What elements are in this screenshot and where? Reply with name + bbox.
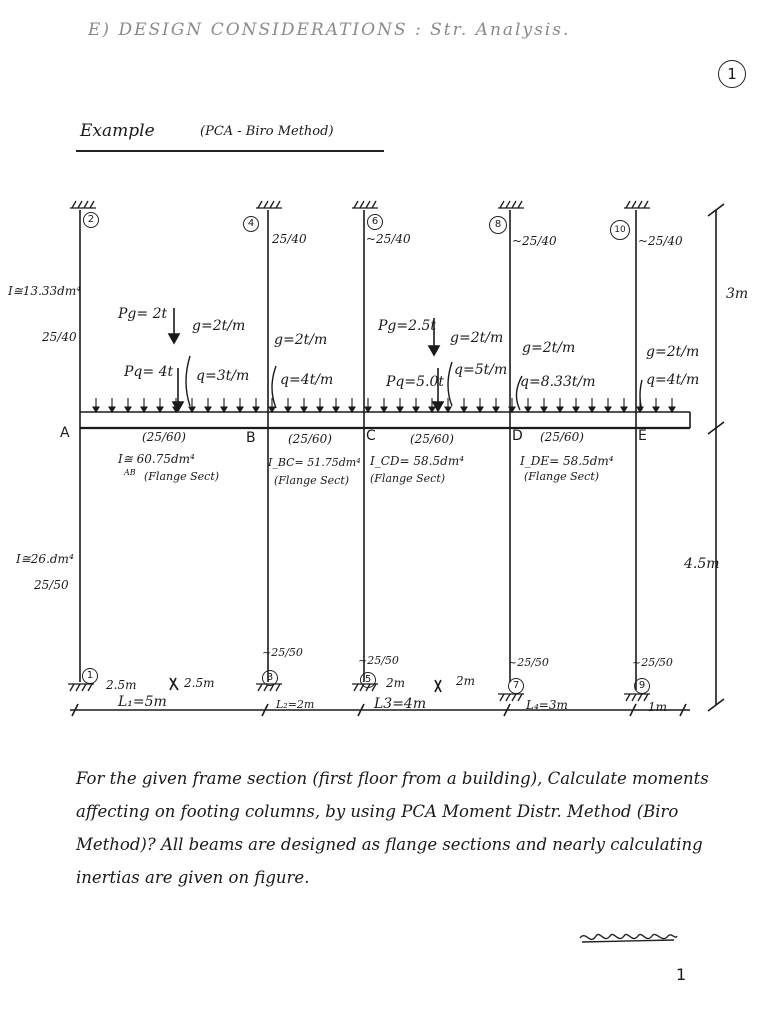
node-10: 10 [610,220,630,240]
node-9: 9 [634,678,650,694]
node-6: 6 [367,214,383,230]
load-AB-g: g=2t/m [192,318,246,334]
dim-CD-right-half: 2m [456,674,476,688]
beam-AB-subscript: AB [124,468,136,477]
beam-BC-note: (Flange Sect) [274,474,350,487]
beam-CD-note: (Flange Sect) [370,472,446,485]
node-8: 8 [489,216,507,234]
beam-BC-inertia: I_BC= 51.75dm⁴ [268,456,361,469]
lower-left-inertia: I≅26.dm⁴ [16,552,74,566]
upper-B-section: 25/40 [272,232,307,246]
joint-A: A [60,425,70,441]
example-title: Example [80,121,155,141]
upper-left-section: 25/40 [42,330,77,344]
problem-statement: For the given frame section (first floor from a building), Calculate moments affecting on footing columns, by using PCA Moment Distr. Method (Biro Method)? All beams are designed as flange sections and nearly calculating inertias are given on figure. [76,769,709,887]
load-AB-Pg: Pg= 2t [118,306,168,322]
beam-DE-inertia: I_DE= 58.5dm⁴ [520,454,614,468]
load-CD-q: q=5t/m [454,362,508,378]
dim-AB-right-half: 2.5m [184,676,215,690]
beam-AB-section: (25/60) [142,430,186,444]
beam-DE-note: (Flange Sect) [524,470,600,483]
load-DE-g: g=2t/m [522,340,576,356]
load-DE-q: q=8.33t/m [520,374,596,390]
load-cantilever-q: q=4t/m [646,372,700,388]
dim-height-upper: 3m [726,286,749,302]
dim-CD-left-half: 2m [386,676,406,690]
lower-D-section: ~25/50 [508,656,549,669]
page-number-badge: 1 [718,60,746,88]
load-CD-Pq: Pq=5.0t [386,374,445,390]
lower-C-section: ~25/50 [358,654,399,667]
example-subtitle: (PCA - Biro Method) [200,124,334,139]
beam-DE-section: (25/60) [540,430,584,444]
load-CD-Pg: Pg=2.5t [378,318,437,334]
node-4: 4 [243,216,259,232]
node-3: 3 [262,670,278,686]
upper-left-inertia: I≅13.33dm⁴ [8,284,82,298]
lower-left-section: 25/50 [34,578,69,592]
node-7: 7 [508,678,524,694]
page-header: E) DESIGN CONSIDERATIONS : Str. Analysis. [88,20,571,40]
dim-L1: L₁=5m [118,694,167,710]
load-CD-g: g=2t/m [450,330,504,346]
load-BC-q: q=4t/m [280,372,334,388]
upper-C-section: ~25/40 [366,232,411,246]
upper-D-section: ~25/40 [512,234,557,248]
dim-L3: L3=4m [374,696,427,712]
beam-CD-inertia: I_CD= 58.5dm⁴ [370,454,465,468]
beam-AB-note: (Flange Sect) [144,470,220,483]
page-number: 1 [676,965,687,984]
joint-B: B [246,430,256,446]
node-2: 2 [83,212,99,228]
beam-CD-section: (25/60) [410,432,454,446]
dim-height-lower: 4.5m [684,556,720,572]
dim-cantilever: 1m [648,700,668,714]
node-1: 1 [82,668,98,684]
dim-L2: L₂=2m [276,698,315,711]
signature [578,928,678,946]
beam-BC-section: (25/60) [288,432,332,446]
upper-E-section: ~25/40 [638,234,683,248]
lower-B-section: ~25/50 [262,646,303,659]
dim-AB-left-half: 2.5m [106,678,137,692]
joint-E: E [638,428,647,444]
beam-AB-inertia: I≅ 60.75dm⁴ [118,452,195,466]
joint-C: C [366,428,376,444]
node-5: 5 [360,672,376,688]
load-AB-q: q=3t/m [196,368,250,384]
load-AB-Pq: Pq= 4t [124,364,174,380]
load-cantilever-g: g=2t/m [646,344,700,360]
dim-L4: L₄=3m [526,698,568,712]
load-BC-g: g=2t/m [274,332,328,348]
lower-E-section: ~25/50 [632,656,673,669]
joint-D: D [512,428,523,444]
